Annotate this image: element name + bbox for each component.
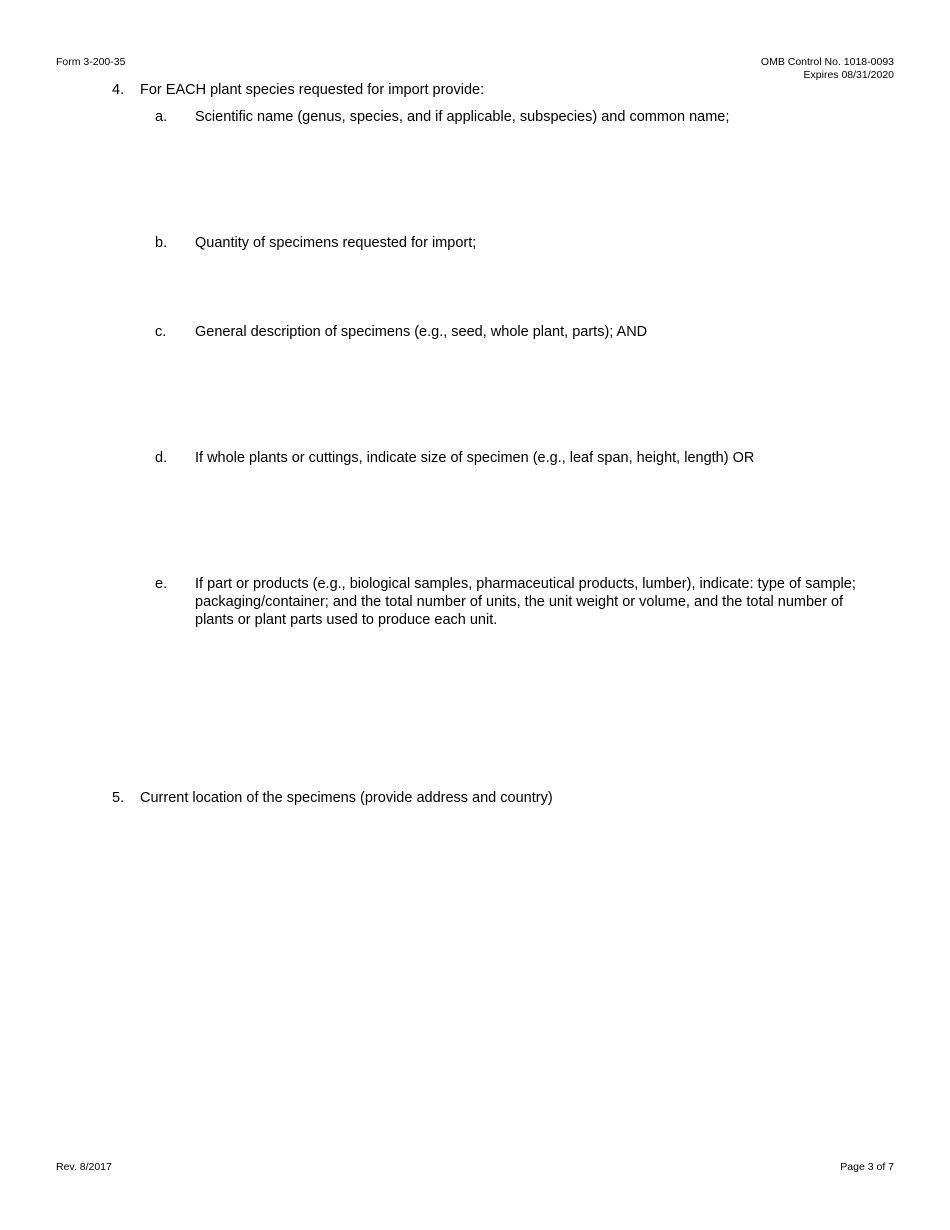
question-4b-text: Quantity of specimens requested for import;	[195, 235, 477, 251]
question-4d-text: If whole plants or cuttings, indicate size of specimen (e.g., leaf span, height, length) OR	[195, 450, 755, 466]
question-5-number: 5.	[112, 790, 125, 806]
question-5-text: Current location of the specimens (provide address and country)	[140, 790, 553, 806]
question-4c-letter: c.	[155, 324, 167, 340]
question-4d-letter: d.	[155, 450, 168, 466]
revision-date: Rev. 8/2017	[56, 1161, 112, 1173]
question-4c-text: General description of specimens (e.g., seed, whole plant, parts); AND	[195, 324, 648, 340]
question-4e-text: If part or products (e.g., biological samples, pharmaceutical products, lumber), indicate: type of sample; packaging/container; and the total number of units, the unit weight or volume, and the total number of plants or plant parts used to produce each unit.	[195, 576, 856, 628]
question-4e-letter: e.	[155, 576, 168, 592]
question-4-text: For EACH plant species requested for import provide:	[140, 82, 485, 98]
omb-info	[761, 56, 894, 82]
question-4-number: 4.	[112, 82, 125, 98]
question-4b-letter: b.	[155, 235, 168, 251]
page-number: Page 3 of 7	[840, 1161, 894, 1173]
form-number: Form 3-200-35	[56, 56, 126, 68]
expiration-date: Expires 08/31/2020	[803, 69, 894, 81]
question-4a-letter: a.	[155, 109, 168, 125]
omb-control-number: OMB Control No. 1018-0093	[760, 56, 894, 68]
question-4a-text: Scientific name (genus, species, and if applicable, subspecies) and common name;	[195, 109, 730, 125]
